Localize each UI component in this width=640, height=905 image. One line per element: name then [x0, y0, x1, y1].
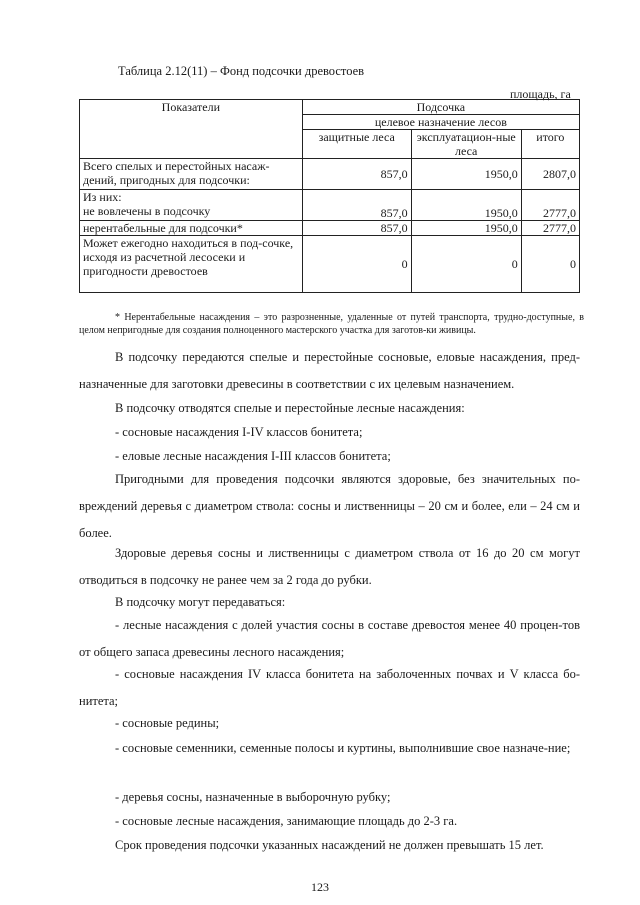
table-row — [80, 159, 580, 190]
header-col-protective: защитные леса — [302, 130, 411, 159]
cell-exploitation: 1950,0 — [411, 190, 521, 221]
list-item-swamp-pine: - сосновые насаждения IV класса бонитета на заболоченных почвах и V класса бо-нитета; — [79, 667, 580, 708]
cell-exploitation: 0 — [411, 236, 521, 293]
cell-exploitation: 1950,0 — [411, 221, 521, 236]
header-group: Подсочка — [302, 100, 579, 115]
paragraph-may-transfer: В подсочку могут передаваться: — [115, 595, 286, 609]
list-item-spruce: - еловые лесные насаждения I-III классов бонитета; — [115, 449, 391, 463]
table-row — [80, 236, 580, 293]
header-subgroup: целевое назначение лесов — [302, 115, 579, 130]
list-item-seed-trees: - сосновые семенники, семенные полосы и куртины, выполнившие свое назначе-ние; — [115, 741, 571, 755]
row-label: Всего спелых и перестойных насаж-дений, пригодных для подсочки: — [80, 159, 303, 190]
table-unit: площадь, га — [510, 87, 571, 101]
paragraph-intro: В подсочку передаются спелые и перестойные сосновые, еловые насаждения, пред-назначенные для заготовки древесины в соответствии с их целевым назначением. — [79, 350, 580, 391]
cell-exploitation: 1950,0 — [411, 159, 521, 190]
list-item-selective-cut: - деревья сосны, назначенные в выборочную рубку; — [115, 790, 391, 804]
list-item-pine-share: - лесные насаждения с долей участия сосны в составе древостоя менее 40 процен-тов от общего запаса древесины лесного насаждения; — [79, 618, 580, 659]
footnote: * Нерентабельные насаждения – это разрозненные, удаленные от путей транспорта, трудно-доступные, в целом непригодные для создания полноценного мастерского участка для заготов-ки живицы. — [79, 312, 584, 336]
row-label: Может ежегодно находиться в под-сочке, исходя из расчетной лесосеки и пригодности древостоев — [80, 236, 303, 293]
cell-protective: 0 — [302, 236, 411, 293]
table-row — [80, 190, 580, 221]
page-number: 123 — [311, 880, 329, 894]
cell-total: 2777,0 — [521, 190, 579, 221]
cell-protective: 857,0 — [302, 221, 411, 236]
row-label-line2: не вовлечены в подсочку — [83, 204, 211, 218]
cell-total: 2807,0 — [521, 159, 579, 190]
row-label-line1: Из них: — [83, 190, 122, 204]
list-item-small-area: - сосновые лесные насаждения, занимающие площадь до 2-3 га. — [115, 814, 458, 828]
paragraph-healthy-trees: Здоровые деревья сосны и лиственницы с диаметром ствола от 16 до 20 см могут отводиться в подсочку не ранее чем за 2 года до рубки. — [79, 546, 580, 587]
cell-protective: 857,0 — [302, 159, 411, 190]
cell-total: 0 — [521, 236, 579, 293]
paragraph-duration: Срок проведения подсочки указанных насаждений не должен превышать 15 лет. — [115, 838, 544, 852]
header-indicators: Показатели — [80, 100, 303, 159]
row-label — [80, 190, 303, 221]
cell-total: 2777,0 — [521, 221, 579, 236]
table-row — [80, 221, 580, 236]
row-label: нерентабельные для подсочки* — [80, 221, 303, 236]
list-item-pine: - сосновые насаждения I-IV классов бонитета; — [115, 425, 363, 439]
fund-table — [79, 99, 580, 293]
paragraph-allocation: В подсочку отводятся спелые и перестойные лесные насаждения: — [115, 401, 465, 415]
paragraph-suitable: Пригодными для проведения подсочки являются здоровые, без значительных по-вреждений деревья с диаметром ствола: сосны и лиственницы – 20 см и более, ели – 24 см и более. — [79, 472, 580, 540]
header-col-total: итого — [521, 130, 579, 159]
header-col-exploitation: эксплуатацион-ные леса — [411, 130, 521, 159]
cell-protective: 857,0 — [302, 190, 411, 221]
table-title: Таблица 2.12(11) – Фонд подсочки древостоев — [118, 64, 365, 78]
list-item-sparse-pine: - сосновые редины; — [115, 716, 220, 730]
